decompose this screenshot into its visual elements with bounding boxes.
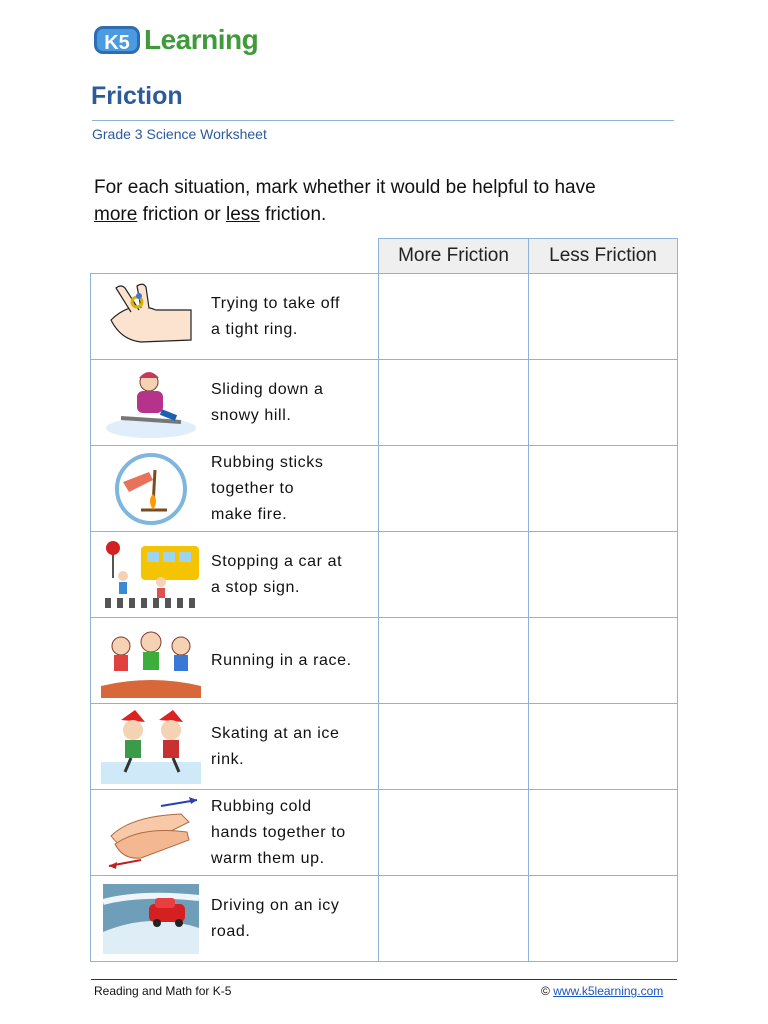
- answer-cell-more-friction[interactable]: [379, 360, 529, 446]
- situation-line: Driving on an icy: [211, 896, 340, 914]
- situation-line: Rubbing cold: [211, 797, 312, 815]
- footer-divider: [91, 979, 677, 980]
- situation-line: a stop sign.: [211, 578, 301, 596]
- answer-cell-more-friction[interactable]: [379, 446, 529, 532]
- answer-cell-less-friction[interactable]: [529, 446, 678, 532]
- situation-cell: [91, 274, 379, 360]
- page-title: Friction: [91, 82, 183, 110]
- instructions-more: more: [94, 204, 138, 225]
- situation-content: [91, 532, 378, 617]
- situation-content: [91, 618, 378, 703]
- situation-line: warm them up.: [211, 849, 325, 867]
- answer-cell-less-friction[interactable]: [529, 274, 678, 360]
- answer-cell-less-friction[interactable]: [529, 704, 678, 790]
- logo-badge: K5: [94, 26, 140, 54]
- situation-content: [91, 446, 378, 531]
- table-row: [91, 876, 678, 962]
- footer-tagline: Reading and Math for K-5: [94, 984, 232, 998]
- answer-cell-less-friction[interactable]: [529, 618, 678, 704]
- answer-cell-more-friction[interactable]: [379, 618, 529, 704]
- page-subtitle: Grade 3 Science Worksheet: [92, 126, 267, 142]
- fire-sticks-icon: [97, 451, 205, 527]
- situation-text: [205, 291, 371, 343]
- situation-cell: [91, 532, 379, 618]
- situation-cell: [91, 446, 379, 532]
- situation-line: Rubbing sticks: [211, 453, 324, 471]
- instructions-line1: For each situation, mark whether it would be helpful to have: [94, 177, 596, 198]
- table-row: [91, 274, 678, 360]
- situation-line: a tight ring.: [211, 320, 298, 338]
- title-divider: [92, 120, 674, 121]
- sled-child-icon: [97, 365, 205, 441]
- table-row: [91, 532, 678, 618]
- situation-line: hands together to: [211, 823, 346, 841]
- situation-line: Stopping a car at: [211, 552, 343, 570]
- rubbing-hands-icon: [97, 795, 205, 871]
- school-bus-stop-icon: [97, 537, 205, 613]
- situation-text: [205, 549, 371, 601]
- k5-learning-logo: [94, 20, 264, 60]
- situation-cell: [91, 876, 379, 962]
- answer-cell-more-friction[interactable]: [379, 274, 529, 360]
- table-row: [91, 618, 678, 704]
- situation-cell: [91, 618, 379, 704]
- answer-cell-less-friction[interactable]: [529, 532, 678, 618]
- instructions-mid: friction or: [137, 204, 226, 225]
- instructions-end: friction.: [259, 204, 327, 225]
- ring-hand-icon: [97, 279, 205, 355]
- situation-content: [91, 274, 378, 359]
- answer-cell-more-friction[interactable]: [379, 532, 529, 618]
- situation-line: Running in a race.: [211, 651, 352, 669]
- situation-text: [205, 648, 371, 674]
- footer-credit: [541, 984, 663, 998]
- situation-text: [205, 794, 371, 872]
- situation-content: [91, 790, 378, 875]
- table-row: [91, 704, 678, 790]
- situation-line: rink.: [211, 750, 245, 768]
- situation-line: together to: [211, 479, 295, 497]
- instructions: [94, 174, 654, 228]
- answer-cell-more-friction[interactable]: [379, 876, 529, 962]
- header-more-friction: More Friction: [379, 239, 529, 274]
- situation-cell: [91, 704, 379, 790]
- answer-cell-more-friction[interactable]: [379, 790, 529, 876]
- situation-text: [205, 721, 371, 773]
- table-row: [91, 446, 678, 532]
- situation-cell: [91, 790, 379, 876]
- friction-table: [90, 238, 678, 962]
- running-kids-icon: [97, 623, 205, 699]
- ice-skaters-icon: [97, 709, 205, 785]
- answer-cell-less-friction[interactable]: [529, 360, 678, 446]
- situation-text: [205, 893, 371, 945]
- situation-line: Trying to take off: [211, 294, 341, 312]
- answer-cell-less-friction[interactable]: [529, 790, 678, 876]
- situation-content: [91, 876, 378, 961]
- header-less-friction: Less Friction: [529, 239, 678, 274]
- situation-text: [205, 377, 371, 429]
- header-blank: [91, 239, 379, 274]
- answer-cell-more-friction[interactable]: [379, 704, 529, 790]
- copyright-symbol: ©: [541, 984, 550, 998]
- logo-word: Learning: [144, 24, 259, 55]
- table-header-row: [91, 239, 678, 274]
- situation-line: Skating at an ice: [211, 724, 340, 742]
- situation-cell: [91, 360, 379, 446]
- situation-line: road.: [211, 922, 251, 940]
- answer-cell-less-friction[interactable]: [529, 876, 678, 962]
- instructions-less: less: [226, 204, 260, 225]
- car-icy-road-icon: [97, 881, 205, 957]
- table-row: [91, 790, 678, 876]
- table-row: [91, 360, 678, 446]
- situation-content: [91, 704, 378, 789]
- situation-line: Sliding down a: [211, 380, 324, 398]
- situation-text: [205, 450, 371, 528]
- situation-content: [91, 360, 378, 445]
- footer-link[interactable]: www.k5learning.com: [553, 984, 664, 998]
- situation-line: snowy hill.: [211, 406, 292, 424]
- situation-line: make fire.: [211, 505, 288, 523]
